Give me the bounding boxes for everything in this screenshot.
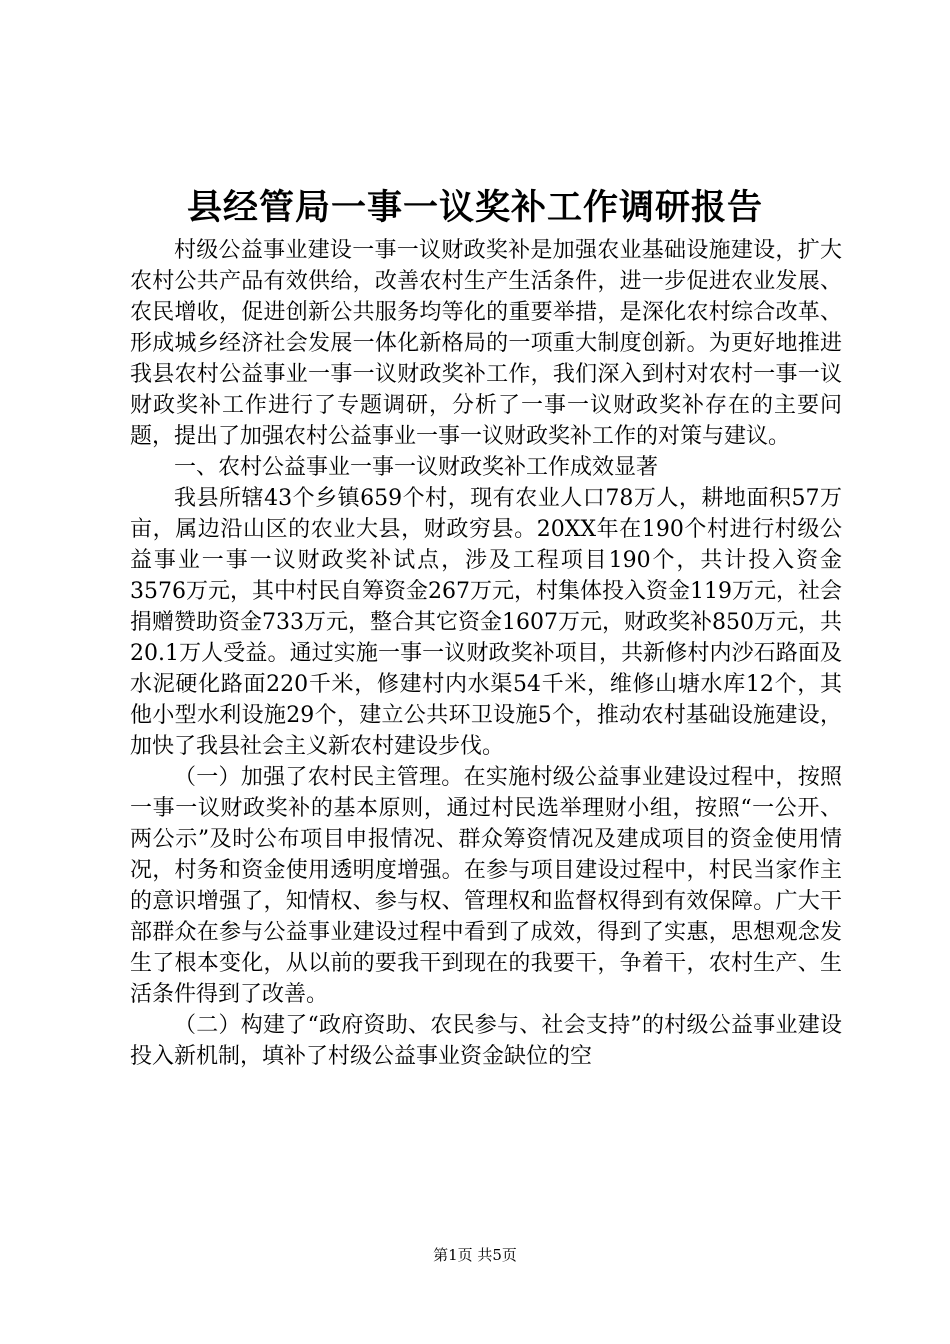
page-footer: 第1页 共5页: [433, 1246, 517, 1264]
document-title: 县经管局一事一议奖补工作调研报告: [186, 187, 763, 228]
section-heading-1: 一、农村公益事业一事一议财政奖补工作成效显著: [174, 455, 659, 480]
paragraph-overview: 我县所辖43个乡镇659个村，现有农业人口78万人，耕地面积57万亩，属边沿山区的农业大县，财政穷县。20XX年在190个村进行村级公益事业一事一议财政奖补试点，涉及工程项目190个，共计投入资金3576万元，其中村民自筹资金267万元，村集体投入资金119万元，社会捐赠赞助资金733万元，整合其它资金1607万元，财政奖补850万元，共20.1万人受益。通过实施一事一议财政奖补项目，共新修村内沙石路面及水泥硬化路面220千米，修建村内水渠54千米，维修山塘水库12个，其他小型水利设施29个，建立公共环卫设施5个，推动农村基础设施建设，加快了我县社会主义新农村建设步伐。: [130, 486, 842, 759]
document-body: [130, 235, 842, 1072]
paragraph-subsection-2: （二）构建了“政府资助、农民参与、社会支持”的村级公益事业建设投入新机制，填补了村级公益事业资金缺位的空: [130, 1013, 842, 1069]
paragraph-intro: 村级公益事业建设一事一议财政奖补是加强农业基础设施建设，扩大农村公共产品有效供给，改善农村生产生活条件，进一步促进农业发展、农民增收，促进创新公共服务均等化的重要举措，是深化农村综合改革、形成城乡经济社会发展一体化新格局的一项重大制度创新。为更好地推进我县农村公益事业一事一议财政奖补工作，我们深入到村对农村一事一议财政奖补工作进行了专题调研，分析了一事一议财政奖补存在的主要问题，提出了加强农村公益事业一事一议财政奖补工作的对策与建议。: [130, 238, 842, 449]
paragraph-subsection-1: （一）加强了农村民主管理。在实施村级公益事业建设过程中，按照一事一议财政奖补的基本原则，通过村民选举理财小组，按照“一公开、两公示”及时公布项目申报情况、群众筹资情况及建成项目的资金使用情况，村务和资金使用透明度增强。在参与项目建设过程中，村民当家作主的意识增强了，知情权、参与权、管理权和监督权得到有效保障。广大干部群众在参与公益事业建设过程中看到了成效，得到了实惠，思想观念发生了根本变化，从以前的要我干到现在的我要干，争着干，农村生产、生活条件得到了改善。: [130, 765, 842, 1007]
